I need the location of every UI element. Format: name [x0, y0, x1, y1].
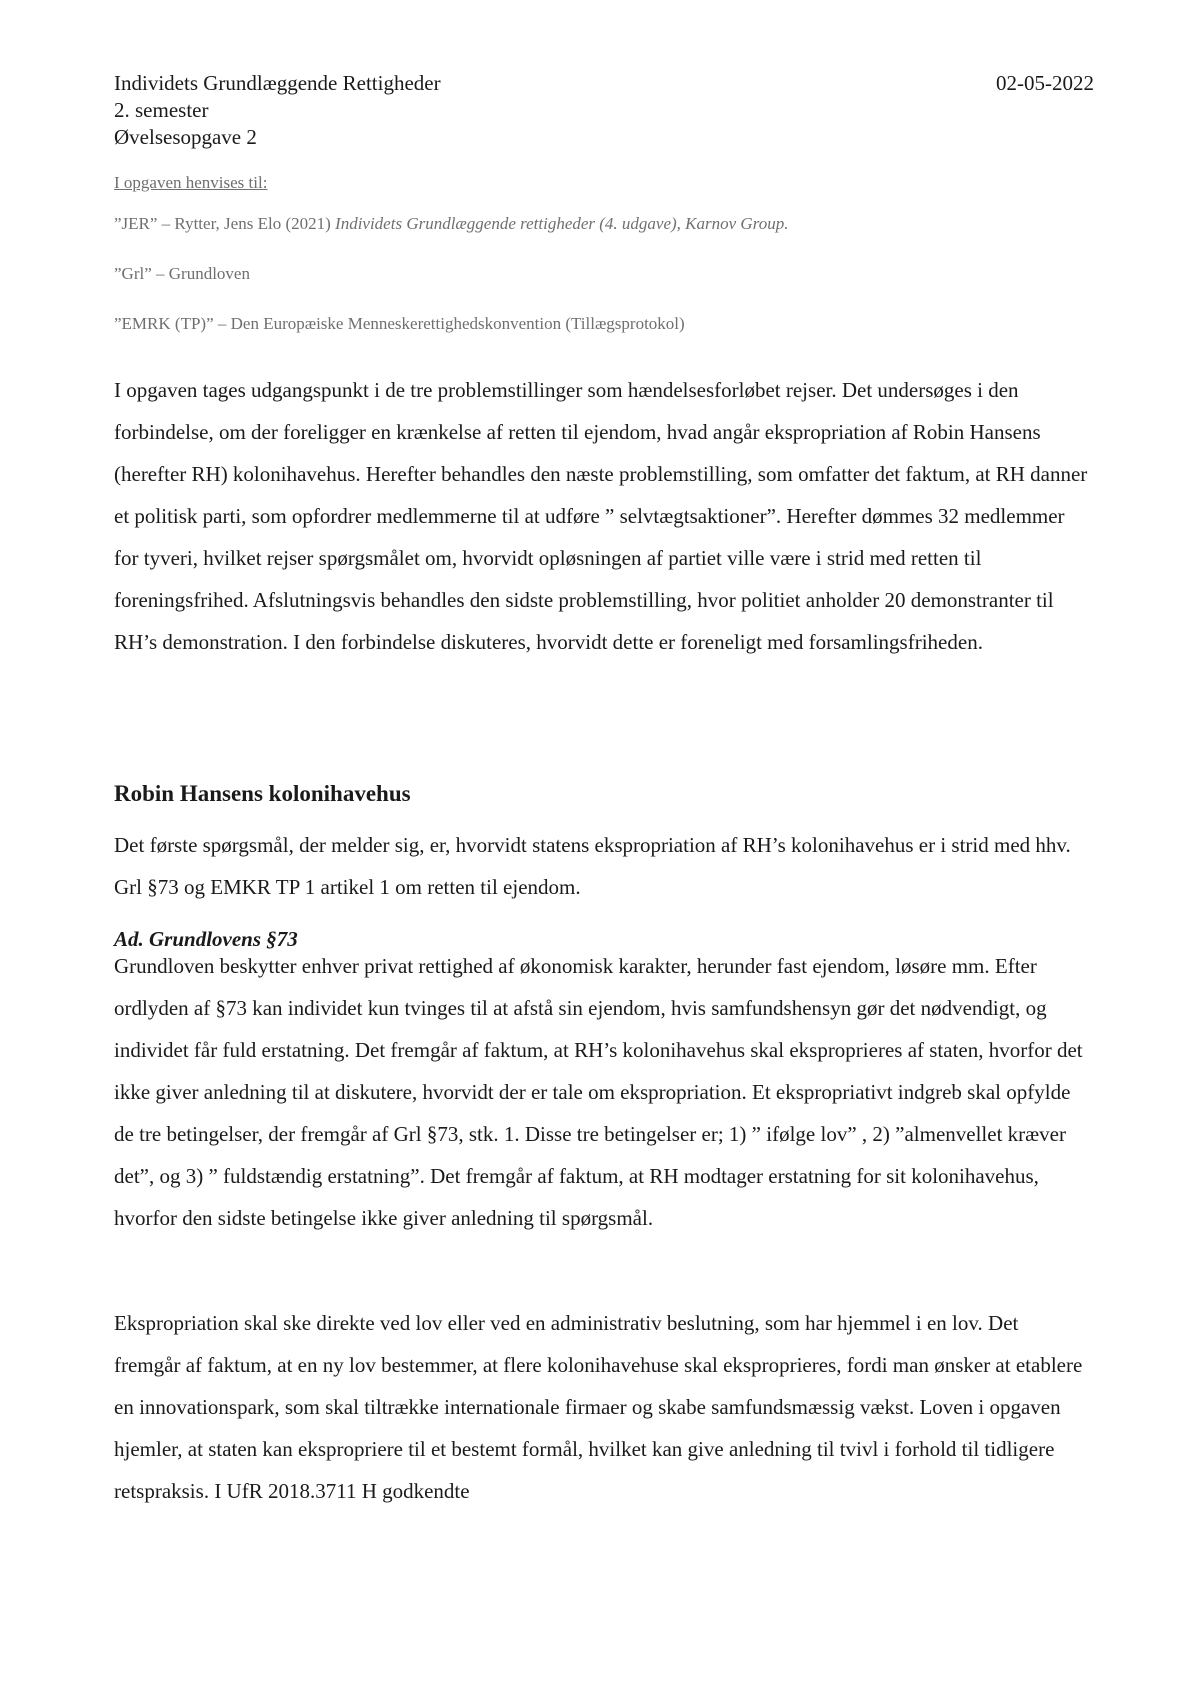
reference-jer-title: Individets Grundlæggende rettigheder (4. udgave), Karnov Group. — [335, 214, 789, 233]
header-row — [114, 70, 1094, 97]
ekspropriation-paragraph: Ekspropriation skal ske direkte ved lov eller ved en administrativ beslutning, som har hjemmel i en lov. Det fremgår af faktum, at en ny lov bestemmer, at flere kolonihavehuse skal eksproprieres, fordi man ønsker at etablere en innovationspark, som skal tiltrække internationale firmaer og skabe samfundsmæssig vækst. Loven i opgaven hjemler, at staten kan ekspropriere til et bestemt formål, hvilket kan give anledning til tvivl i forhold til tidligere retspraksis. I UfR 2018.3711 H godkendte — [114, 1311, 1083, 1503]
assignment-label: Øvelsesopgave 2 — [114, 125, 257, 149]
references-block — [114, 172, 1094, 335]
references-heading: I opgaven henvises til: — [114, 173, 268, 192]
reference-jer-author: ”JER” – Rytter, Jens Elo (2021) — [114, 214, 336, 233]
reference-emrk: ”EMRK (TP)” – Den Europæiske Menneskerettighedskonvention (Tillægsprotokol) — [114, 314, 685, 333]
subsection-heading: Ad. Grundlovens §73 — [114, 927, 298, 951]
document-date: 02-05-2022 — [996, 71, 1094, 95]
grundloven-paragraph: Grundloven beskytter enhver privat rettighed af økonomisk karakter, herunder fast ejendom, løsøre mm. Efter ordlyden af §73 kan individet kun tvinges til at afstå sin ejendom, hvis samfundshensyn gør det nødvendigt, og individet får fuld erstatning. Det fremgår af faktum, at RH’s kolonihavehus skal eksproprieres af staten, hvorfor det ikke giver anledning til at diskutere, hvorvidt der er tale om ekspropriation. Et ekspropriativt indgreb skal opfylde de tre betingelser, der fremgår af Grl §73, stk. 1. Disse tre betingelser er; 1) ” ifølge lov” , 2) ”almenvellet kræver det”, og 3) ” fuldstændig erstatning”. Det fremgår af faktum, at RH modtager erstatning for sit kolonihavehus, hvorfor den sidste betingelse ikke giver anledning til spørgsmål. — [114, 954, 1083, 1230]
semester-label: 2. semester — [114, 98, 209, 122]
intro-paragraph: I opgaven tages udgangspunkt i de tre problemstillinger som hændelsesforløbet rejser. Det undersøges i den forbindelse, om der foreligger en krænkelse af retten til ejendom, hvad angår ekspropriation af Robin Hansens (herefter RH) kolonihavehus. Herefter behandles den næste problemstilling, som omfatter det faktum, at RH danner et politisk parti, som opfordrer medlemmerne til at udføre ” selvtægtsaktioner”. Herefter dømmes 32 medlemmer for tyveri, hvilket rejser spørgsmålet om, hvorvidt opløsningen af partiet ville være i strid med retten til foreningsfrihed. Afslutningsvis behandles den sidste problemstilling, hvor politiet anholder 20 demonstranter til RH’s demonstration. I den forbindelse diskuteres, hvorvidt dette er foreneligt med forsamlingsfriheden. — [114, 378, 1088, 654]
reference-jer — [114, 213, 1094, 235]
section-paragraph: Det første spørgsmål, der melder sig, er, hvorvidt statens ekspropriation af RH’s kolonihavehus er i strid med hhv. Grl §73 og EMKR TP 1 artikel 1 om retten til ejendom. — [114, 833, 1071, 899]
document-header — [114, 70, 1094, 151]
reference-grl: ”Grl” – Grundloven — [114, 264, 250, 283]
section-heading: Robin Hansens kolonihavehus — [114, 781, 411, 806]
course-title: Individets Grundlæggende Rettigheder — [114, 71, 441, 95]
